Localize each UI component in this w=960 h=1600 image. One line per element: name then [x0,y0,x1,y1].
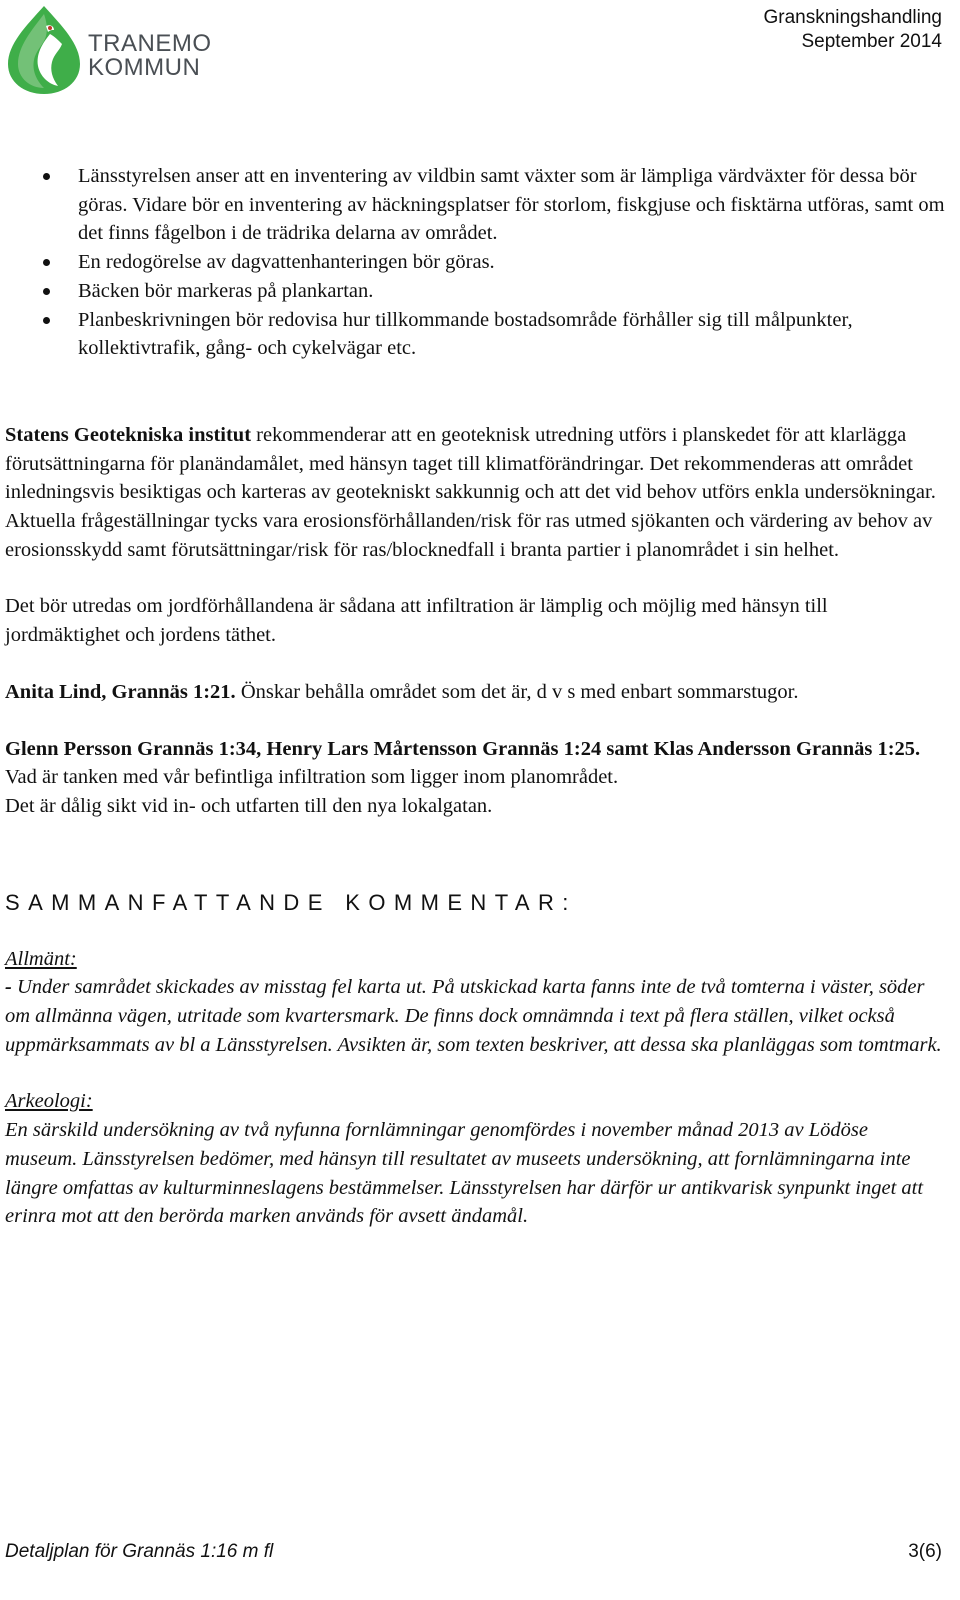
list-item: Planbeskrivningen bör redovisa hur tillkommande bostadsområde förhåller sig till målpunkter, kollektivtrafik, gång- och cykelvägar etc. [5,306,945,363]
glenn-line-1: Vad är tanken med vår befintliga infiltration som ligger inom planområdet. [5,766,619,789]
page-number: 3(6) [908,1541,942,1562]
general-text: - Under samrådet skickades av misstag fel karta ut. På utskickad karta fanns inte de två tomterna i väster, söder om allmänna vägen, utritade som kvartersmark. De finns dock omnämnda i text på flera ställen, vilket också uppmärksammats av bl a Länsstyrelsen. Avsikten är, som texten beskriver, att dessa ska planläggas som tomtmark. [5,976,942,1056]
document-status: Granskningshandling [763,7,942,28]
glenn-names: Glenn Persson Grannäs 1:34, Henry Lars Mårtensson Grannäs 1:24 samt Klas Andersson Grannäs 1:25. [5,737,921,760]
tranemo-kommun-logo [6,4,216,96]
page-header [0,0,960,110]
glenn-line-2: Det är dålig sikt vid in- och utfarten till den nya lokalgatan. [5,794,493,817]
archaeology-text: En särskild undersökning av två nyfunna fornlämningar genomfördes i november månad 2013 av Lödöse museum. Länsstyrelsen bedömer, med hänsyn till resultatet av museets undersökning, att fornlämningarna inte längre omfattas av kulturminneslagens bestämmelser. Länsstyrelsen har därför ur antikvarisk synpunkt inget att erinra mot att den berörda marken används för avsett ändamål. [5,1119,924,1228]
logo-line-1: TRANEMO [88,30,212,57]
sgi-text: rekommenderar att en geoteknisk utredning utförs i planskedet för att klarlägga förutsättningarna för planändamålet, med hänsyn taget till klimatförändringar. Det rekommenderas att området inledningsvis besiktigas och karteras av geotekniskt sakkunnig och att det vid behov utförs enkla undersökningar. Aktuella frågeställningar tycks vara erosionsförhållanden/risk för ras utmed sjökanten och värdering av behov av erosionsskydd samt förutsättningar/risk för ras/blocknedfall i branta partier i planområdet i sin helhet. [5,423,936,561]
general-dash: - [5,976,12,999]
list-item: Bäcken bör markeras på plankartan. [5,277,945,306]
anita-paragraph [5,678,945,707]
glenn-block [5,735,945,821]
list-item: En redogörelse av dagvattenhanteringen bör göras. [5,248,945,277]
anita-text: Önskar behålla området som det är, d v s med enbart sommarstugor. [235,680,799,703]
document-date: September 2014 [801,31,942,52]
header-meta [763,6,942,54]
sgi-name: Statens Geotekniska institut [5,423,252,446]
bullet-list [5,162,945,363]
logo-line-2: KOMMUN [88,54,201,81]
document-body [5,162,945,1231]
summary-title: SAMMANFATTANDE KOMMENTAR: [5,889,577,915]
anita-name: Anita Lind, Grannäs 1:21. [5,680,236,703]
sgi-paragraph [5,421,945,565]
general-section [5,945,945,1060]
archaeology-title: Arkeologi: [5,1090,93,1113]
soil-paragraph: Det bör utredas om jordförhållandena är sådana att infiltration är lämplig och möjlig med hänsyn till jordmäktighet och jordens täthet. [5,595,828,647]
footer-title: Detaljplan för Grannäs 1:16 m fl [5,1541,274,1562]
general-title: Allmänt: [5,947,77,970]
list-item: Länsstyrelsen anser att en inventering av vildbin samt växter som är lämpliga värdväxter för dessa bör göras. Vidare bör en inventering av häckningsplatser för storlom, fiskgjuse och fisktärna utföras, samt om det finns fågelbon i de trädrika delarna av området. [5,162,945,248]
archaeology-section [5,1087,945,1231]
page-footer [5,1541,942,1571]
crane-drop-icon [6,4,86,96]
